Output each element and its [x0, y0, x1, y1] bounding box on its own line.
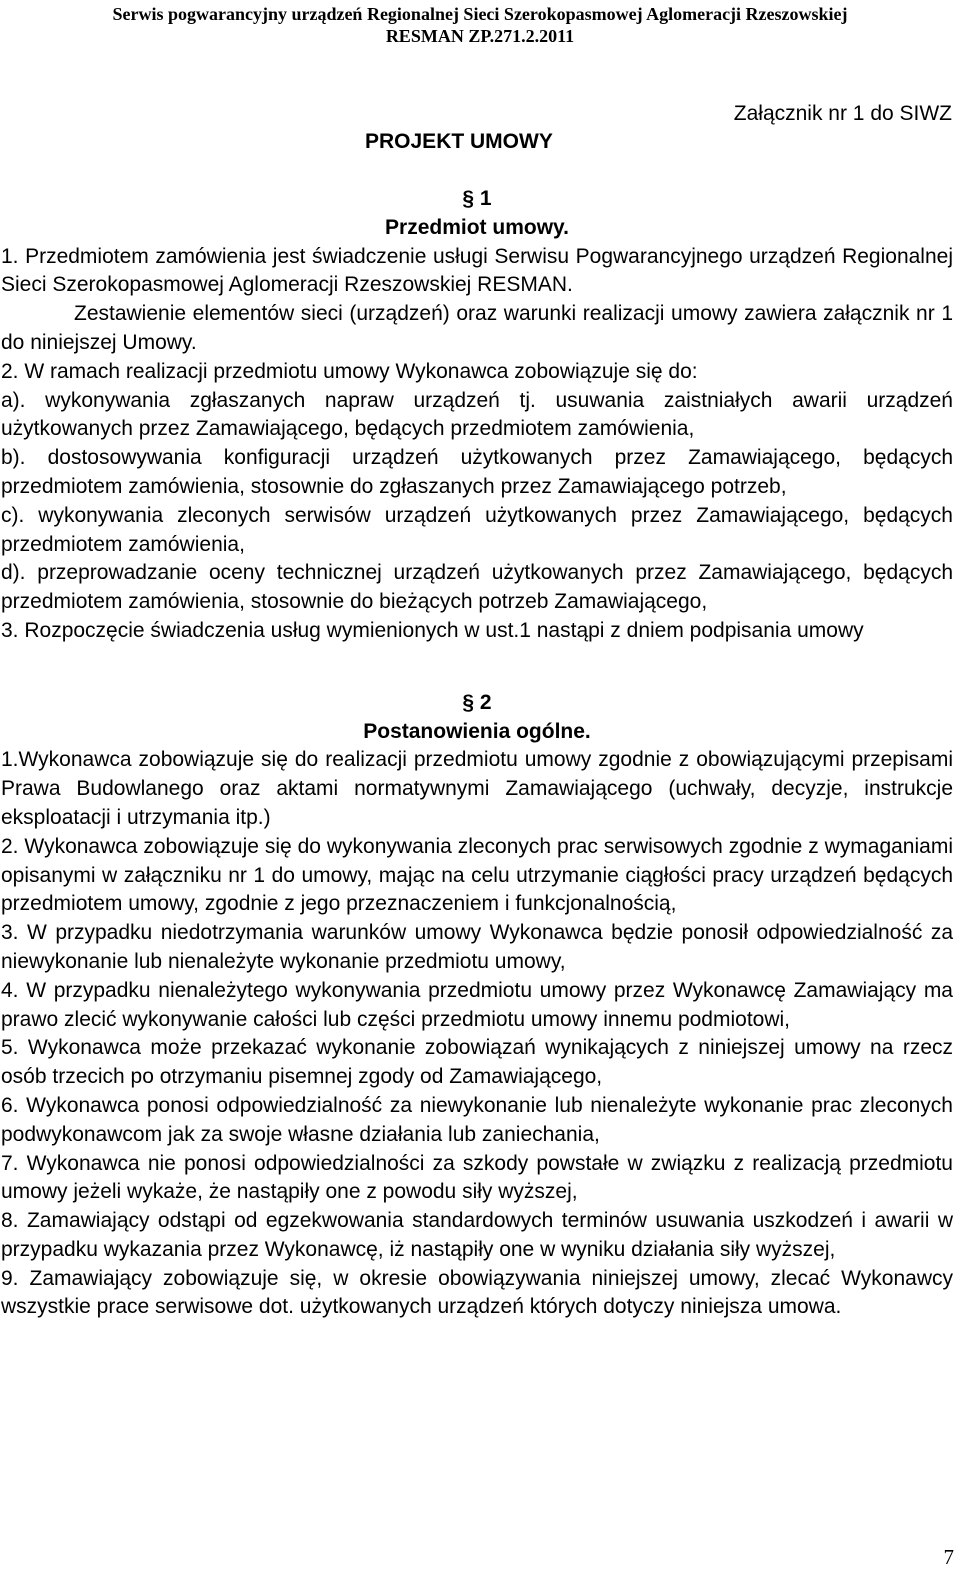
paragraph: 4. W przypadku nienależytego wykonywania przedmiotu umowy przez Wykonawcę Zamawiający ma prawo zlecić wykonywanie całości lub części przedmiotu umowy innemu podmiotowi, [1, 978, 953, 1031]
section-1-title: Przedmiot umowy. [385, 215, 569, 239]
paragraph: c). wykonywania zleconych serwisów urządzeń użytkowanych przez Zamawiającego, będących przedmiotem zamówienia, [1, 503, 953, 556]
paragraph: 2. Wykonawca zobowiązuje się do wykonywania zleconych prac serwisowych zgodnie z wymaganiami opisanymi w załączniku nr 1 do umowy, mając na celu utrzymanie ciągłości pracy urządzeń będących przedmiotem umowy, zgodnie z jego przeznaczeniem i funkcjonalnością, [1, 834, 953, 916]
paragraph: 2. W ramach realizacji przedmiotu umowy Wykonawca zobowiązuje się do: [1, 359, 698, 383]
section-2-title: Postanowienia ogólne. [363, 719, 591, 743]
document-body [1, 185, 953, 1322]
page-header [0, 0, 960, 47]
page-number: 7 [943, 1545, 954, 1569]
paragraph: b). dostosowywania konfiguracji urządzeń użytkowanych przez Zamawiającego, będących przedmiotem zamówienia, stosownie do zgłaszanych przez Zamawiającego potrzeb, [1, 446, 953, 498]
paragraph: 3. Rozpoczęcie świadczenia usług wymienionych w ust.1 nastąpi z dniem podpisania umowy [1, 618, 864, 642]
paragraph: 1. Przedmiotem zamówienia jest świadczenie usługi Serwisu Pogwarancyjnego urządzeń Regionalnej Sieci Szerokopasmowej Aglomeracji Rzeszowskiej RESMAN. [1, 244, 953, 297]
paragraph: 5. Wykonawca może przekazać wykonanie zobowiązań wynikających z niniejszej umowy na rzecz osób trzecich po otrzymaniu pisemnej zgody od Zamawiającego, [1, 1036, 953, 1089]
section-1-number: § 1 [462, 187, 492, 210]
section-gap [1, 646, 953, 689]
section-2-number: § 2 [462, 690, 492, 714]
attachment-label: Załącznik nr 1 do SIWZ [733, 102, 952, 125]
header-line-1: Serwis pogwarancyjny urządzeń Regionalnej Sieci Szerokopasmowej Aglomeracji Rzeszowskiej [112, 4, 848, 24]
paragraph: 6. Wykonawca ponosi odpowiedzialność za niewykonanie lub nienależyte wykonanie prac zleconych podwykonawcom jak za swoje własne działania lub zaniechania, [1, 1093, 953, 1146]
project-title: PROJEKT UMOWY [365, 130, 553, 153]
paragraph: 8. Zamawiający odstąpi od egzekwowania standardowych terminów usuwania uszkodzeń i awarii w przypadku wykazania przez Wykonawcę, iż nastąpiły one w wyniku działania siły wyższej, [1, 1209, 953, 1261]
header-line-2: RESMAN ZP.271.2.2011 [385, 26, 575, 46]
paragraph: 7. Wykonawca nie ponosi odpowiedzialności za szkody powstałe w związku z realizacją przedmiotu umowy jeżeli wykaże, że nastąpiły one z powodu siły wyższej, [1, 1151, 953, 1204]
paragraph: Zestawienie elementów sieci (urządzeń) oraz warunki realizacji umowy zawiera załącznik nr 1 do niniejszej Umowy. [1, 302, 953, 354]
paragraph: 9. Zamawiający zobowiązuje się, w okresie obowiązywania niniejszej umowy, zlecać Wykonawcy wszystkie prace serwisowe dot. użytkowanych urządzeń których dotyczy niniejsza umowa. [1, 1266, 953, 1319]
paragraph: d). przeprowadzanie oceny technicznej urządzeń użytkowanych przez Zamawiającego, będących przedmiotem zamówienia, stosownie do bieżących potrzeb Zamawiającego, [1, 561, 953, 614]
paragraph: 1.Wykonawca zobowiązuje się do realizacji przedmiotu umowy zgodnie z obowiązującymi przepisami Prawa Budowlanego oraz aktami normatywnymi Zamawiającego (uchwały, decyzje, instrukcje eksploatacji i utrzymania itp.) [1, 748, 953, 829]
paragraph: a). wykonywania zgłaszanych napraw urządzeń tj. usuwania zaistniałych awarii urządzeń użytkowanych przez Zamawiającego, będących przedmiotem zamówienia, [1, 388, 953, 441]
paragraph: 3. W przypadku niedotrzymania warunków umowy Wykonawca będzie ponosił odpowiedzialność za niewykonanie lub nienależyte wykonanie przedmiotu umowy, [1, 921, 953, 973]
